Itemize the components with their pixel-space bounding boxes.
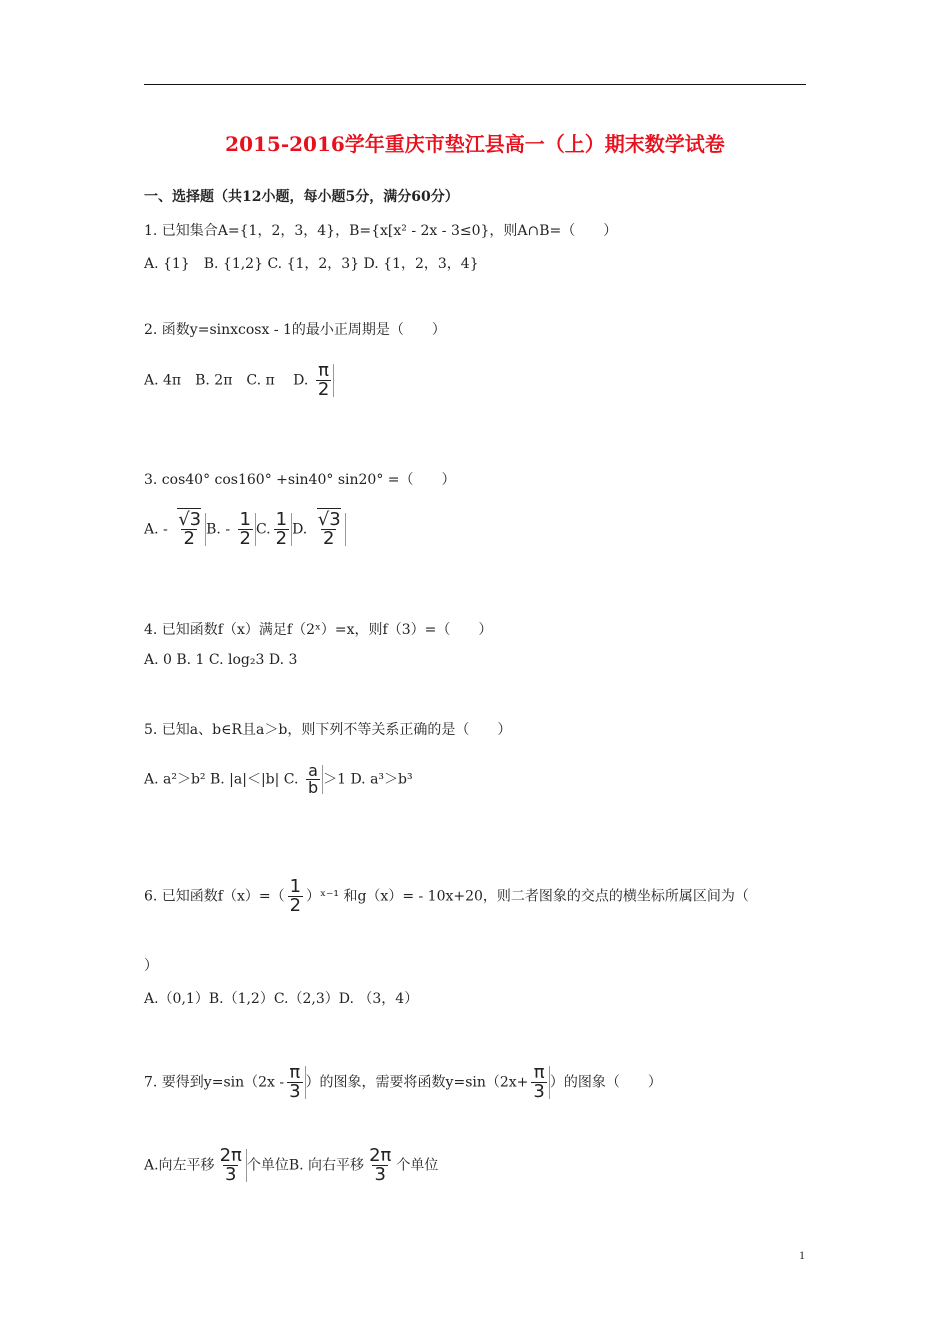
fraction-pi-over-2 <box>316 362 331 399</box>
fraction-denominator: 2 <box>239 528 251 549</box>
option-c-label: C. <box>255 521 271 538</box>
fraction-denominator: 3 <box>224 1164 237 1185</box>
question-4-options: A. 0 B. 1 C. log₂3 D. 3 <box>144 652 298 668</box>
fraction-denominator: 2 <box>322 528 335 549</box>
question-7-options <box>144 1147 438 1184</box>
question-5-stem: 5. 已知a、b∈R且a＞b，则下列不等关系正确的是（ ） <box>144 722 512 738</box>
fraction-numerator: a <box>308 761 318 780</box>
page-title: 2015-2016学年重庆市垫江县高一（上）期末数学试卷 <box>225 132 725 156</box>
question-2-stem: 2. 函数y=sinxcosx - 1的最小正周期是（ ） <box>144 322 446 338</box>
fraction-numerator <box>315 511 343 529</box>
fraction-sqrt3-over-2 <box>315 511 343 548</box>
fraction-denominator: 2 <box>289 895 302 916</box>
section-heading: 一、选择题（共12小题，每小题5分，满分60分） <box>144 189 459 205</box>
question-5-options-tail: ＞1 D. a³＞b³ <box>323 771 413 788</box>
page-number: 1 <box>799 1248 805 1262</box>
fraction-1-over-2 <box>288 878 303 915</box>
fraction-pi-over-3 <box>287 1064 302 1101</box>
option-a-text: A.向左平移 <box>144 1157 215 1174</box>
option-a-label: A. - <box>144 521 168 538</box>
fraction-numerator: 1 <box>289 876 302 897</box>
fraction-denominator: 3 <box>533 1081 545 1102</box>
fraction-denominator: 2 <box>317 379 330 400</box>
question-7-stem <box>144 1064 662 1101</box>
option-b-text: 个单位B. 向右平移 <box>246 1157 365 1174</box>
fraction-denominator: 3 <box>374 1164 386 1185</box>
fraction-numerator: π <box>289 1062 301 1083</box>
sqrt-3: √3 <box>317 509 341 530</box>
sqrt-3: √3 <box>178 509 202 530</box>
fraction-numerator: π <box>318 360 329 381</box>
question-3-options <box>144 511 346 548</box>
fraction-a-over-b <box>306 763 320 796</box>
question-6-stem-post: ）ˣ⁻¹ 和g（x）= - 10x+20，则二者图象的交点的横坐标所属区间为（ <box>306 888 749 905</box>
question-7-stem-pre: 7. 要得到y=sin（2x - <box>144 1074 285 1091</box>
fraction-sqrt3-over-2 <box>175 511 203 548</box>
fraction-numerator <box>175 511 203 529</box>
option-b-label: B. - <box>206 521 231 538</box>
question-4-stem: 4. 已知函数f（x）满足f（2ˣ）=x，则f（3）=（ ） <box>144 622 493 638</box>
fraction-numerator: 2π <box>219 1145 242 1166</box>
fraction-2pi-over-3 <box>218 1147 244 1184</box>
fraction-numerator: 1 <box>275 509 288 530</box>
fraction-denominator: 2 <box>275 528 288 549</box>
fraction-1-over-2 <box>238 511 253 548</box>
fraction-denominator: b <box>307 778 319 797</box>
question-2-options <box>144 362 334 399</box>
question-7-stem-post: ）的图象（ ） <box>549 1074 662 1091</box>
question-2-options-text: A. 4π B. 2π C. π D. <box>144 372 309 389</box>
fraction-pi-over-3 <box>531 1064 546 1101</box>
fraction-numerator: 1 <box>239 509 251 530</box>
question-3-stem: 3. cos40° cos160° +sin40° sin20° =（ ） <box>144 472 456 488</box>
question-1-options: A. {1} B. {1,2} C. {1，2，3} D. {1，2，3，4} <box>144 256 479 272</box>
fraction-denominator: 3 <box>289 1081 301 1102</box>
question-6-options: A.（0,1）B.（1,2）C.（2,3）D. （3，4） <box>144 991 419 1007</box>
fraction-numerator: 2π <box>369 1145 392 1166</box>
question-5-options <box>144 763 413 796</box>
question-6-stem-pre: 6. 已知函数f（x）=（ <box>144 888 285 905</box>
question-6-stem <box>144 878 749 915</box>
option-d-label: D. <box>292 521 308 538</box>
question-6-stem-close: ） <box>144 958 158 974</box>
question-7-stem-mid: ）的图象，需要将函数y=sin（2x+ <box>305 1074 529 1091</box>
header-rule <box>144 84 806 85</box>
fraction-2pi-over-3 <box>367 1147 393 1184</box>
question-5-options-text: A. a²＞b² B. |a|＜|b| C. <box>144 771 299 788</box>
fraction-1-over-2 <box>274 511 289 548</box>
fraction-denominator: 2 <box>183 528 195 549</box>
question-1-stem: 1. 已知集合A={1，2，3，4}，B={x[x² - 2x - 3≤0}，则A∩B=（ ） <box>144 223 618 239</box>
fraction-numerator: π <box>533 1062 545 1083</box>
option-b-tail: 个单位 <box>396 1157 439 1174</box>
